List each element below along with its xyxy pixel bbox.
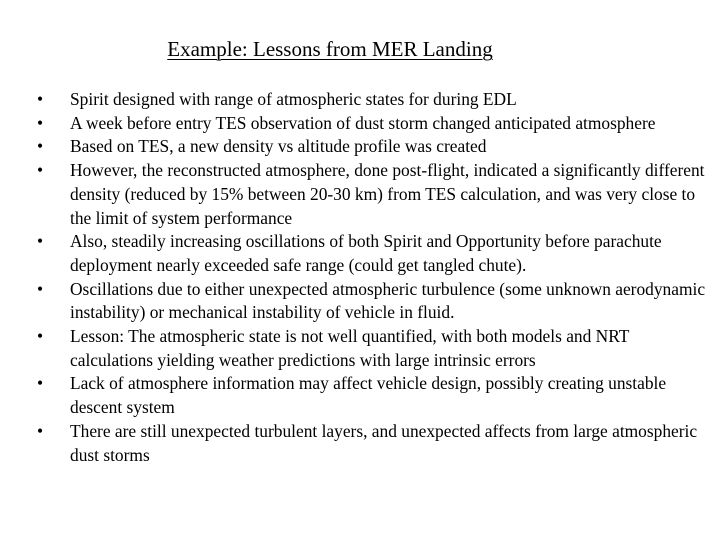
bullet-item — [30, 159, 710, 230]
bullet-text: Lack of atmosphere information may affect vehicle design, possibly creating unstable descent system — [70, 373, 667, 418]
bullet-item — [30, 112, 710, 136]
bullet-dot-icon: • — [36, 160, 44, 181]
bullet-dot-icon: • — [36, 89, 44, 109]
bullet-dot-icon: • — [36, 420, 44, 441]
bullet-text: There are still unexpected turbulent layers, and unexpected affects from large atmospheric dust storms — [70, 420, 698, 465]
bullet-dot-icon: • — [36, 373, 44, 394]
bullet-text: Oscillations due to either unexpected atmospheric turbulence (some unknown aerodynamic instability) or mechanical instability of vehicle in fluid. — [70, 278, 706, 323]
bullet-dot-icon: • — [36, 112, 44, 133]
bullet-item — [30, 230, 710, 277]
bullet-text: Also, steadily increasing oscillations of both Spirit and Opportunity before parachute deployment nearly exceeded safe range (could get tangled chute). — [70, 231, 662, 275]
bullet-text: Lesson: The atmospheric state is not well quantified, with both models and NRT calculations yielding weather predictions with large intrinsic errors — [70, 326, 630, 370]
bullet-item — [30, 135, 710, 159]
slide-title: Example: Lessons from MER Landing — [167, 37, 493, 61]
bullet-text: Based on TES, a new density vs altitude profile was created — [70, 136, 487, 157]
bullet-item — [30, 420, 710, 467]
bullet-dot-icon: • — [36, 136, 44, 157]
bullet-dot-icon: • — [36, 326, 44, 347]
bullet-text: A week before entry TES observation of dust storm changed anticipated atmosphere — [70, 112, 656, 133]
bullet-item — [30, 88, 710, 112]
bullet-text: However, the reconstructed atmosphere, done post-flight, indicated a significantly different density (reduced by 15% between 20-30 km) from TES calculation, and was very close to the limit of system performance — [70, 160, 705, 228]
bullet-item — [30, 372, 710, 419]
bullet-list — [30, 88, 710, 467]
bullet-dot-icon: • — [36, 231, 44, 252]
bullet-text: Spirit designed with range of atmospheric states for during EDL — [70, 89, 517, 109]
bullet-item — [30, 278, 710, 325]
bullet-item — [30, 325, 710, 372]
bullet-dot-icon: • — [36, 278, 44, 299]
